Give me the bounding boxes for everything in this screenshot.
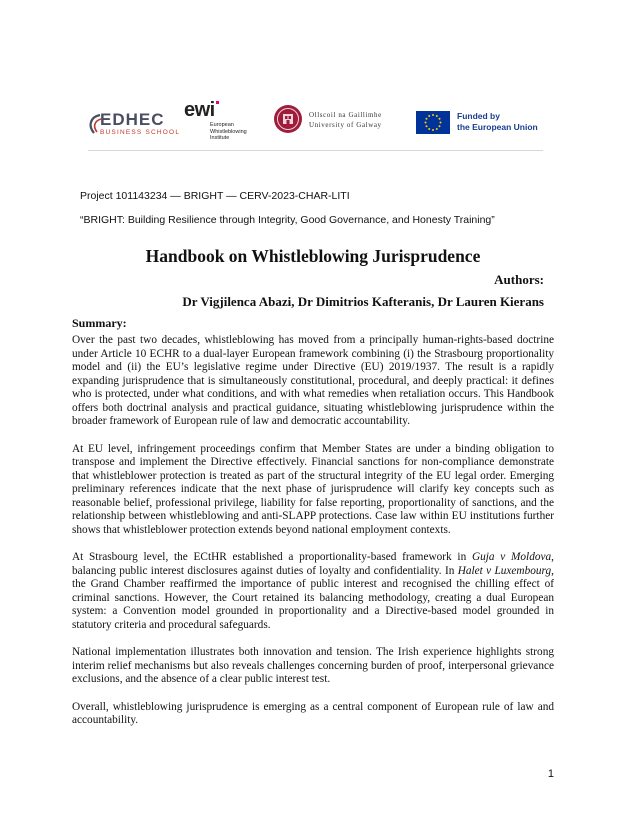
- summary-body: [72, 334, 554, 742]
- ewi-name: ewi: [184, 99, 215, 121]
- case-guja-v-moldova: Guja v Moldova: [471, 551, 552, 563]
- edhec-name: EDHEC: [100, 110, 165, 129]
- summary-paragraph-3: At Strasbourg level, the ECtHR established a proportionality-based framework in Guja v Moldova, balancing public interest disclosures against duties of loyalty and confidentiality. In Halet v Luxembourg, the Grand Chamber reaffirmed the importance of public interest and recognised the chilling effect of criminal sanctions. However, the Court retained its balancing methodology, creating a dual European system: a Convention model grounded in proportionality and a Directive-based model grounded in statutory criteria and procedural safeguards.: [72, 551, 554, 631]
- eu-funded-by: Funded by: [457, 111, 500, 121]
- eu-funding-logo: [416, 110, 546, 140]
- ewi-accent-mark: [216, 101, 219, 104]
- summary-paragraph-4: National implementation illustrates both innovation and tension. The Irish experience highlights strong interim relief mechanisms but also reveals challenges concerning burden of proof, interpersonal grievance exclusions, and the absence of a clear public interest test.: [72, 646, 554, 685]
- galway-irish-name: Ollscoil na Gaillimhe: [309, 111, 382, 119]
- edhec-subtitle: BUSINESS SCHOOL: [100, 129, 181, 136]
- eu-name: the European Union: [457, 122, 538, 132]
- summary-label: Summary:: [72, 316, 127, 330]
- edhec-logo: [88, 110, 181, 142]
- document-title: Handbook on Whistleblowing Jurisprudence: [145, 246, 481, 266]
- case-halet-v-luxembourg: Halet v Luxembourg: [457, 564, 552, 577]
- project-reference: Project 101143234 — BRIGHT — CERV-2023-CHAR-LITI: [80, 190, 350, 202]
- authors-label: Authors:: [494, 272, 544, 287]
- page-number: 1: [547, 768, 554, 780]
- summary-paragraph-5: Overall, whistleblowing jurisprudence is emerging as a central component of European rule of law and accountability.: [72, 700, 554, 726]
- ewi-subtitle: European Whistleblowing Institute: [210, 122, 247, 141]
- galway-english-name: University of Galway: [309, 121, 382, 129]
- partner-logos: [88, 100, 543, 150]
- header-divider: [88, 150, 543, 151]
- eu-flag-icon: [416, 111, 450, 134]
- ewi-logo: [184, 99, 264, 150]
- summary-paragraph-2: At EU level, infringement proceedings confirm that Member States are under a binding obligation to transpose and implement the Directive effectively. Financial sanctions for non-compliance demonstrate that whistleblower protection is treated as part of the structural integrity of the EU legal order. Emerging preliminary references indicate that the next phase of jurisprudence will clarify key concepts such as reasonable belief, professional privilege, liability for false reporting, proportionality of sanctions, and the relationship between whistleblowing and anti-SLAPP protections. Case law within EU institutions further shows that whistleblower protection extends beyond national employment contexts.: [72, 442, 554, 536]
- project-title: “BRIGHT: Building Resilience through Integrity, Good Governance, and Honesty Training”: [80, 214, 495, 226]
- university-of-galway-logo: [273, 104, 403, 138]
- summary-paragraph-1: Over the past two decades, whistleblowing has moved from a principally human-rights-based doctrine under Article 10 ECHR to a dual-layer European framework combining (i) the Strasbourg proportionality model and (ii) the EU’s legislative regime under Directive (EU) 2019/1937. The result is a rapidly expanding jurisprudence that is simultaneously constitutional, procedural, and deeply practical: it defines who is protected, under what conditions, and with what remedies when retaliation occurs. This Handbook offers both doctrinal analysis and practical guidance, situating whistleblowing jurisprudence within the broader framework of European rule of law and democratic accountability.: [72, 334, 554, 427]
- authors-list: Dr Vigjilenca Abazi, Dr Dimitrios Kafteranis, Dr Lauren Kierans: [182, 294, 544, 309]
- galway-seal-icon: [273, 104, 303, 134]
